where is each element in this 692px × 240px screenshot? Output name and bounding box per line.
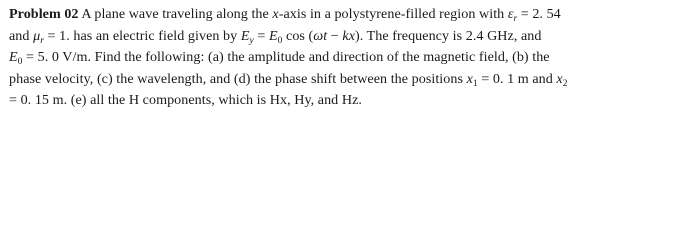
x1-subscript: 1	[472, 78, 478, 89]
x2-symbol: x	[556, 70, 563, 87]
problem-line-3	[9, 47, 685, 69]
e0-symbol: E	[268, 27, 278, 44]
problem-title: Problem 02	[9, 6, 79, 22]
mu-subscript: r	[40, 35, 44, 46]
e0-subscript-2: 0	[17, 57, 23, 68]
e0-subscript: 0	[277, 35, 283, 46]
x-variable: x	[272, 6, 279, 22]
x1-value: = 0. 1 m and	[477, 70, 557, 87]
problem-statement	[9, 4, 685, 112]
line4-text: phase velocity, (c) the wavelength, and (d) the phase shift between the positions	[9, 70, 467, 87]
e-field-symbol: E	[240, 27, 250, 44]
x1-symbol: x	[466, 70, 473, 87]
line2-text: and	[9, 27, 34, 44]
line2-text-2: has an electric field given by	[69, 27, 241, 44]
epsilon-symbol: ε	[507, 6, 514, 22]
kx-term: kx	[342, 27, 356, 44]
minus-sign: −	[327, 27, 343, 44]
equals-sign: =	[253, 27, 269, 44]
epsilon-value: = 2. 54	[517, 6, 561, 22]
line2-text-3: ). The frequency is 2.4 GHz, and	[355, 27, 542, 44]
line1-text-2: -axis in a polystyrene-filled region with	[278, 6, 508, 22]
x2-subscript: 2	[562, 78, 568, 89]
problem-line-4	[9, 69, 685, 91]
mu-symbol: μ	[33, 27, 41, 44]
e0-symbol-2: E	[9, 49, 18, 66]
omega-t: ωt	[313, 27, 328, 44]
line3-text: = 5. 0 V/m. Find the following: (a) the amplitude and direction of the magnetic field, (b) the	[22, 49, 550, 66]
mu-value: = 1.	[43, 27, 70, 44]
problem-line-5	[9, 90, 685, 112]
line5-text: = 0. 15 m. (e) all the H components, which is Hx, Hy, and Hz.	[9, 92, 362, 109]
e-field-subscript: y	[249, 35, 254, 46]
problem-line-2	[9, 26, 685, 48]
problem-line-1	[9, 4, 685, 26]
epsilon-subscript: r	[513, 14, 518, 24]
cos-function: cos (	[282, 27, 314, 44]
line1-text: A plane wave traveling along the	[78, 6, 273, 22]
